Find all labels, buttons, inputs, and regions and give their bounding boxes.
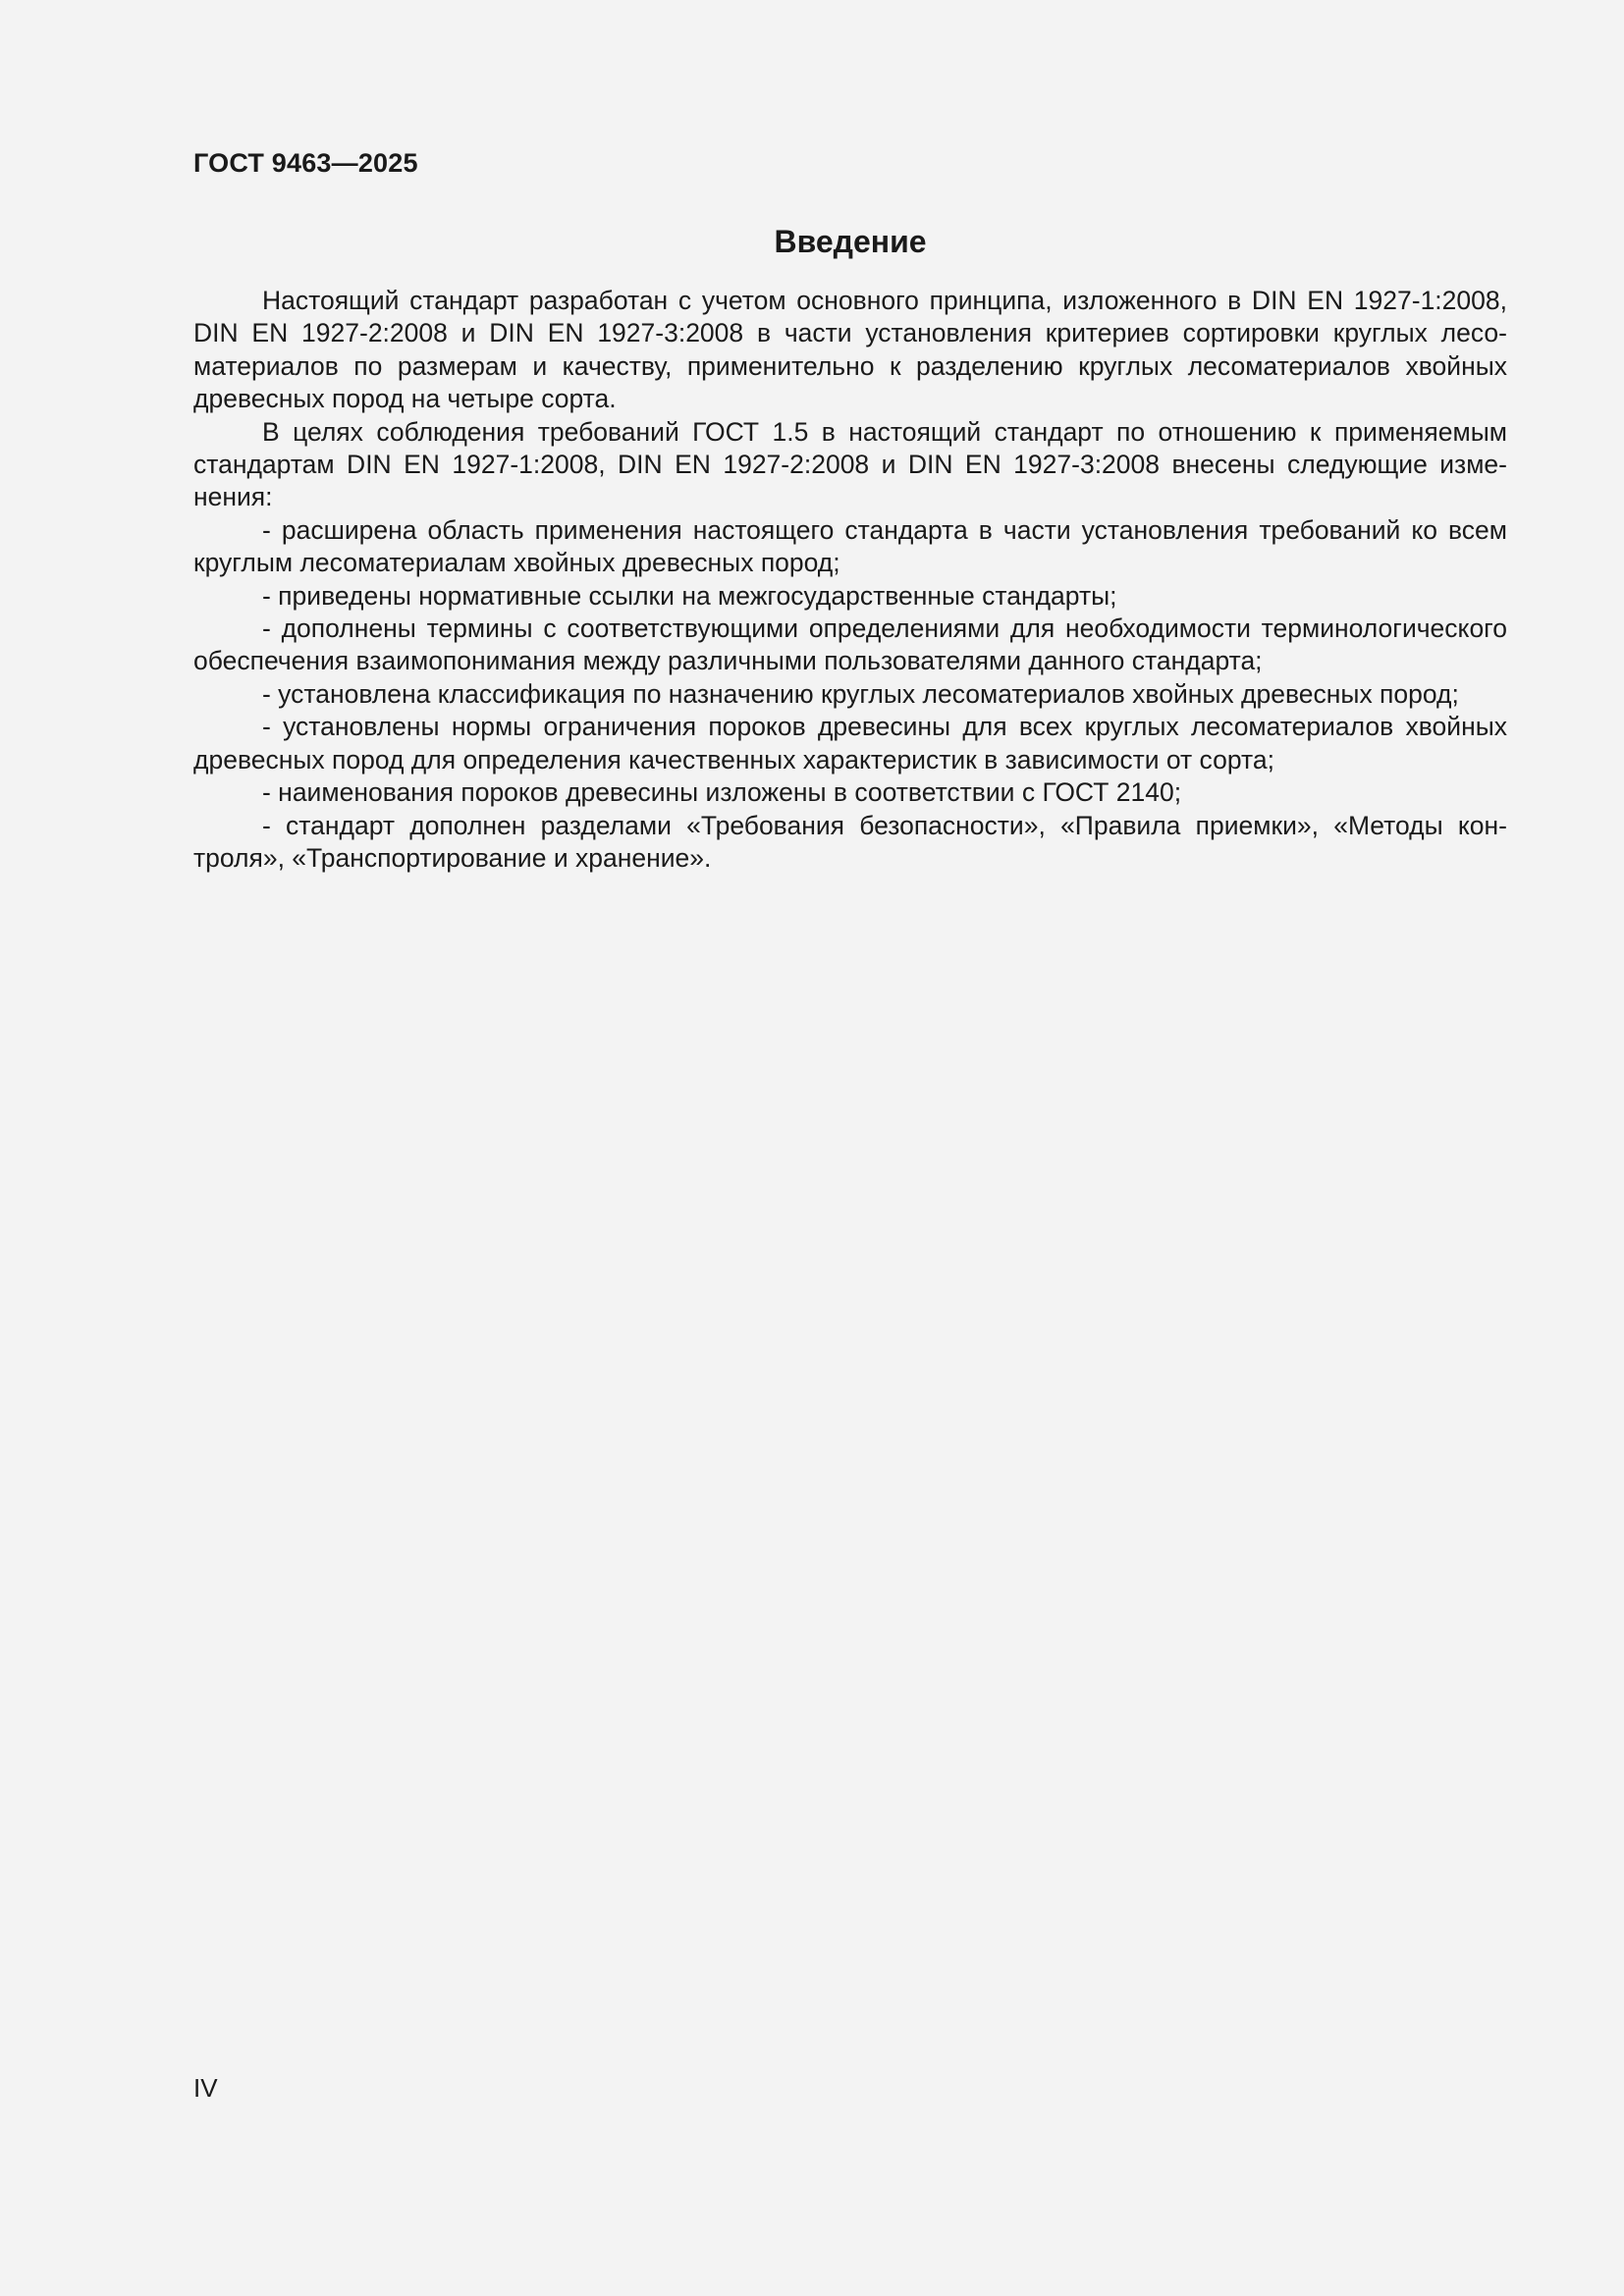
page-number: IV [193, 2073, 218, 2103]
document-header: ГОСТ 9463—2025 [193, 148, 418, 178]
paragraph: Настоящий стандарт разработан с учетом основного принципа, изложенного в DIN EN 1927-1:2008, DIN EN 1927-2:2008 и DIN EN 1927-3:2008 в части установления критериев сортировки круглых лесоматериалов по размерам и качеству, применительно к разделению круглых лесоматериалов хвойных древесных пород на четыре сорта. [193, 286, 1507, 414]
list-item: - наименования пороков древесины изложены в соответствии с ГОСТ 2140; [262, 777, 1182, 808]
list-item: - стандарт дополнен разделами «Требования безопасности», «Правила приемки», «Методы контроля», «Транспортирование и хранение». [193, 810, 1507, 873]
paragraph: В целях соблюдения требований ГОСТ 1.5 в настоящий стандарт по отношению к применяемым стандартам DIN EN 1927-1:2008, DIN EN 1927-2:2008 и DIN EN 1927-3:2008 внесены следующие изменения: [193, 416, 1507, 512]
list-item: - приведены нормативные ссылки на межгосударственные стандарты; [262, 580, 1117, 611]
list-item: - дополнены термины с соответствующими определениями для необходимости терминологического обеспечения взаимопонимания между различными пользователями данного стандарта; [193, 614, 1507, 676]
list-item: - установлены нормы ограничения пороков древесины для всех круглых лесоматериалов хвойных древесных пород для определения качественных характеристик в зависимости от сорта; [193, 712, 1507, 774]
document-body [193, 285, 1507, 875]
list-item: - расширена область применения настоящего стандарта в части установления требований ко всем круглым лесоматериалам хвойных древесных пород; [193, 514, 1507, 578]
section-title: Введение [774, 224, 927, 259]
list-item: - установлена классификация по назначению круглых лесоматериалов хвойных древесных пород; [262, 678, 1459, 709]
